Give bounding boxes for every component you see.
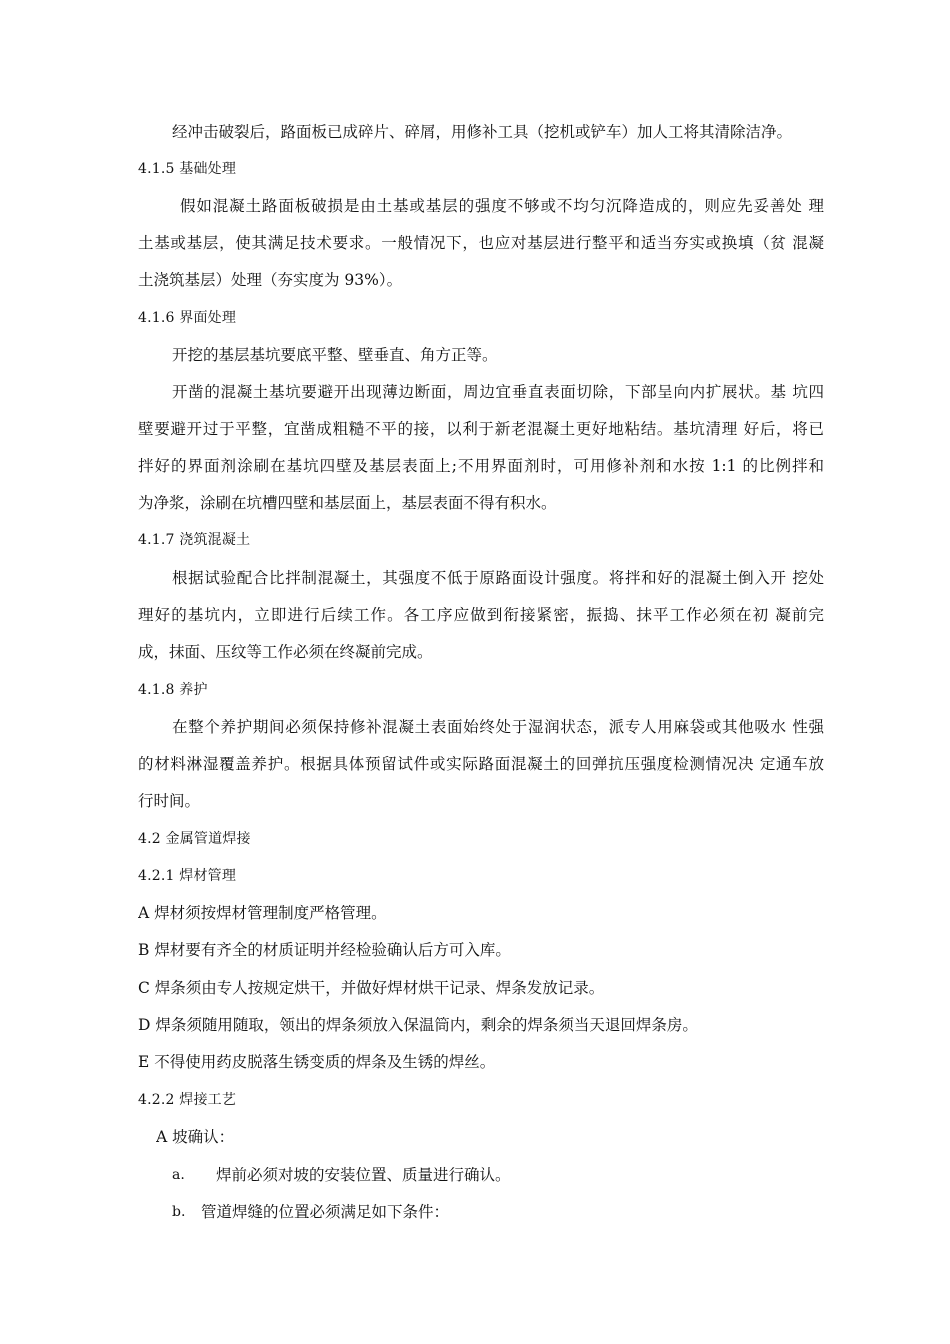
paragraph-line: 壁要避开过于平整，宜凿成粗糙不平的接，以利于新老混凝土更好地粘结。基坑清理 好后，将已: [138, 420, 824, 438]
paragraph-line: 行时间。: [138, 792, 201, 810]
paragraph-line: 假如混凝土路面板破损是由土基或基层的强度不够或不均匀沉降造成的，则应先妥善处 理: [180, 197, 824, 215]
paragraph-line: 土浇筑基层）处理（夯实度为 93%）。: [138, 271, 403, 289]
section-heading-4-1-6: 4.1.6 界面处理: [138, 310, 237, 326]
paragraph-line: 的材料淋湿覆盖养护。根据具体预留试件或实际路面混凝土的回弹抗压强度检测情况决 定通车放: [138, 755, 824, 773]
paragraph-line: 拌好的界面剂涂刷在基坑四壁及基层表面上;不用界面剂时，可用修补剂和水按 1:1 的比例拌和: [138, 457, 824, 475]
list-item-e: E 不得使用药皮脱落生锈变质的焊条及生锈的焊丝。: [138, 1053, 496, 1071]
sub-list-item: 管道焊缝的位置必须满足如下条件：: [201, 1203, 450, 1221]
section-heading-4-2: 4.2 金属管道焊接: [138, 831, 251, 847]
list-item-d: D 焊条须随用随取，领出的焊条须放入保温筒内，剩余的焊条须当天退回焊条房。: [138, 1016, 698, 1034]
list-item-c: C 焊条须由专人按规定烘干，并做好焊材烘干记录、焊条发放记录。: [138, 979, 605, 997]
list-marker-a: a.: [172, 1167, 185, 1183]
sub-list-item: 焊前必须对坡的安装位置、质量进行确认。: [216, 1166, 511, 1184]
paragraph-line: 开挖的基层基坑要底平整、壁垂直、角方正等。: [172, 346, 498, 364]
section-heading-4-1-8: 4.1.8 养护: [138, 682, 208, 698]
paragraph-line: 根据试验配合比拌制混凝土，其强度不低于原路面设计强度。将拌和好的混凝土倒入开 挖处: [172, 569, 824, 587]
paragraph-line: 成，抹面、压纹等工作必须在终凝前完成。: [138, 643, 433, 661]
paragraph-line: 土基或基层，使其满足技术要求。一般情况下，也应对基层进行整平和适当夯实或换填（贫 混凝: [138, 234, 824, 252]
list-item-b: B 焊材要有齐全的材质证明并经检验确认后方可入库。: [138, 941, 511, 959]
paragraph-line: 理好的基坑内，立即进行后续工作。各工序应做到衔接紧密，振捣、抹平工作必须在初 凝前完: [138, 606, 824, 624]
paragraph-line: 经冲击破裂后，路面板已成碎片、碎屑，用修补工具（挖机或铲车）加人工将其清除洁净。: [172, 123, 793, 141]
section-heading-4-2-1: 4.2.1 焊材管理: [138, 868, 237, 884]
section-heading-4-1-7: 4.1.7 浇筑混凝土: [138, 532, 251, 548]
section-heading-4-1-5: 4.1.5 基础处理: [138, 161, 237, 177]
list-item-a: A 焊材须按焊材管理制度严格管理。: [138, 904, 387, 922]
paragraph-line: 在整个养护期间必须保持修补混凝土表面始终处于湿润状态，派专人用麻袋或其他吸水 性强: [172, 718, 824, 736]
paragraph-line: 开凿的混凝土基坑要避开出现薄边断面，周边宜垂直表面切除，下部呈向内扩展状。基 坑四: [172, 383, 824, 401]
list-marker-b: b.: [172, 1204, 186, 1220]
section-heading-4-2-2: 4.2.2 焊接工艺: [138, 1092, 237, 1108]
subsection-label: A 坡确认：: [156, 1128, 235, 1146]
paragraph-line: 为净浆，涂刷在坑槽四壁和基层面上，基层表面不得有积水。: [138, 494, 557, 512]
